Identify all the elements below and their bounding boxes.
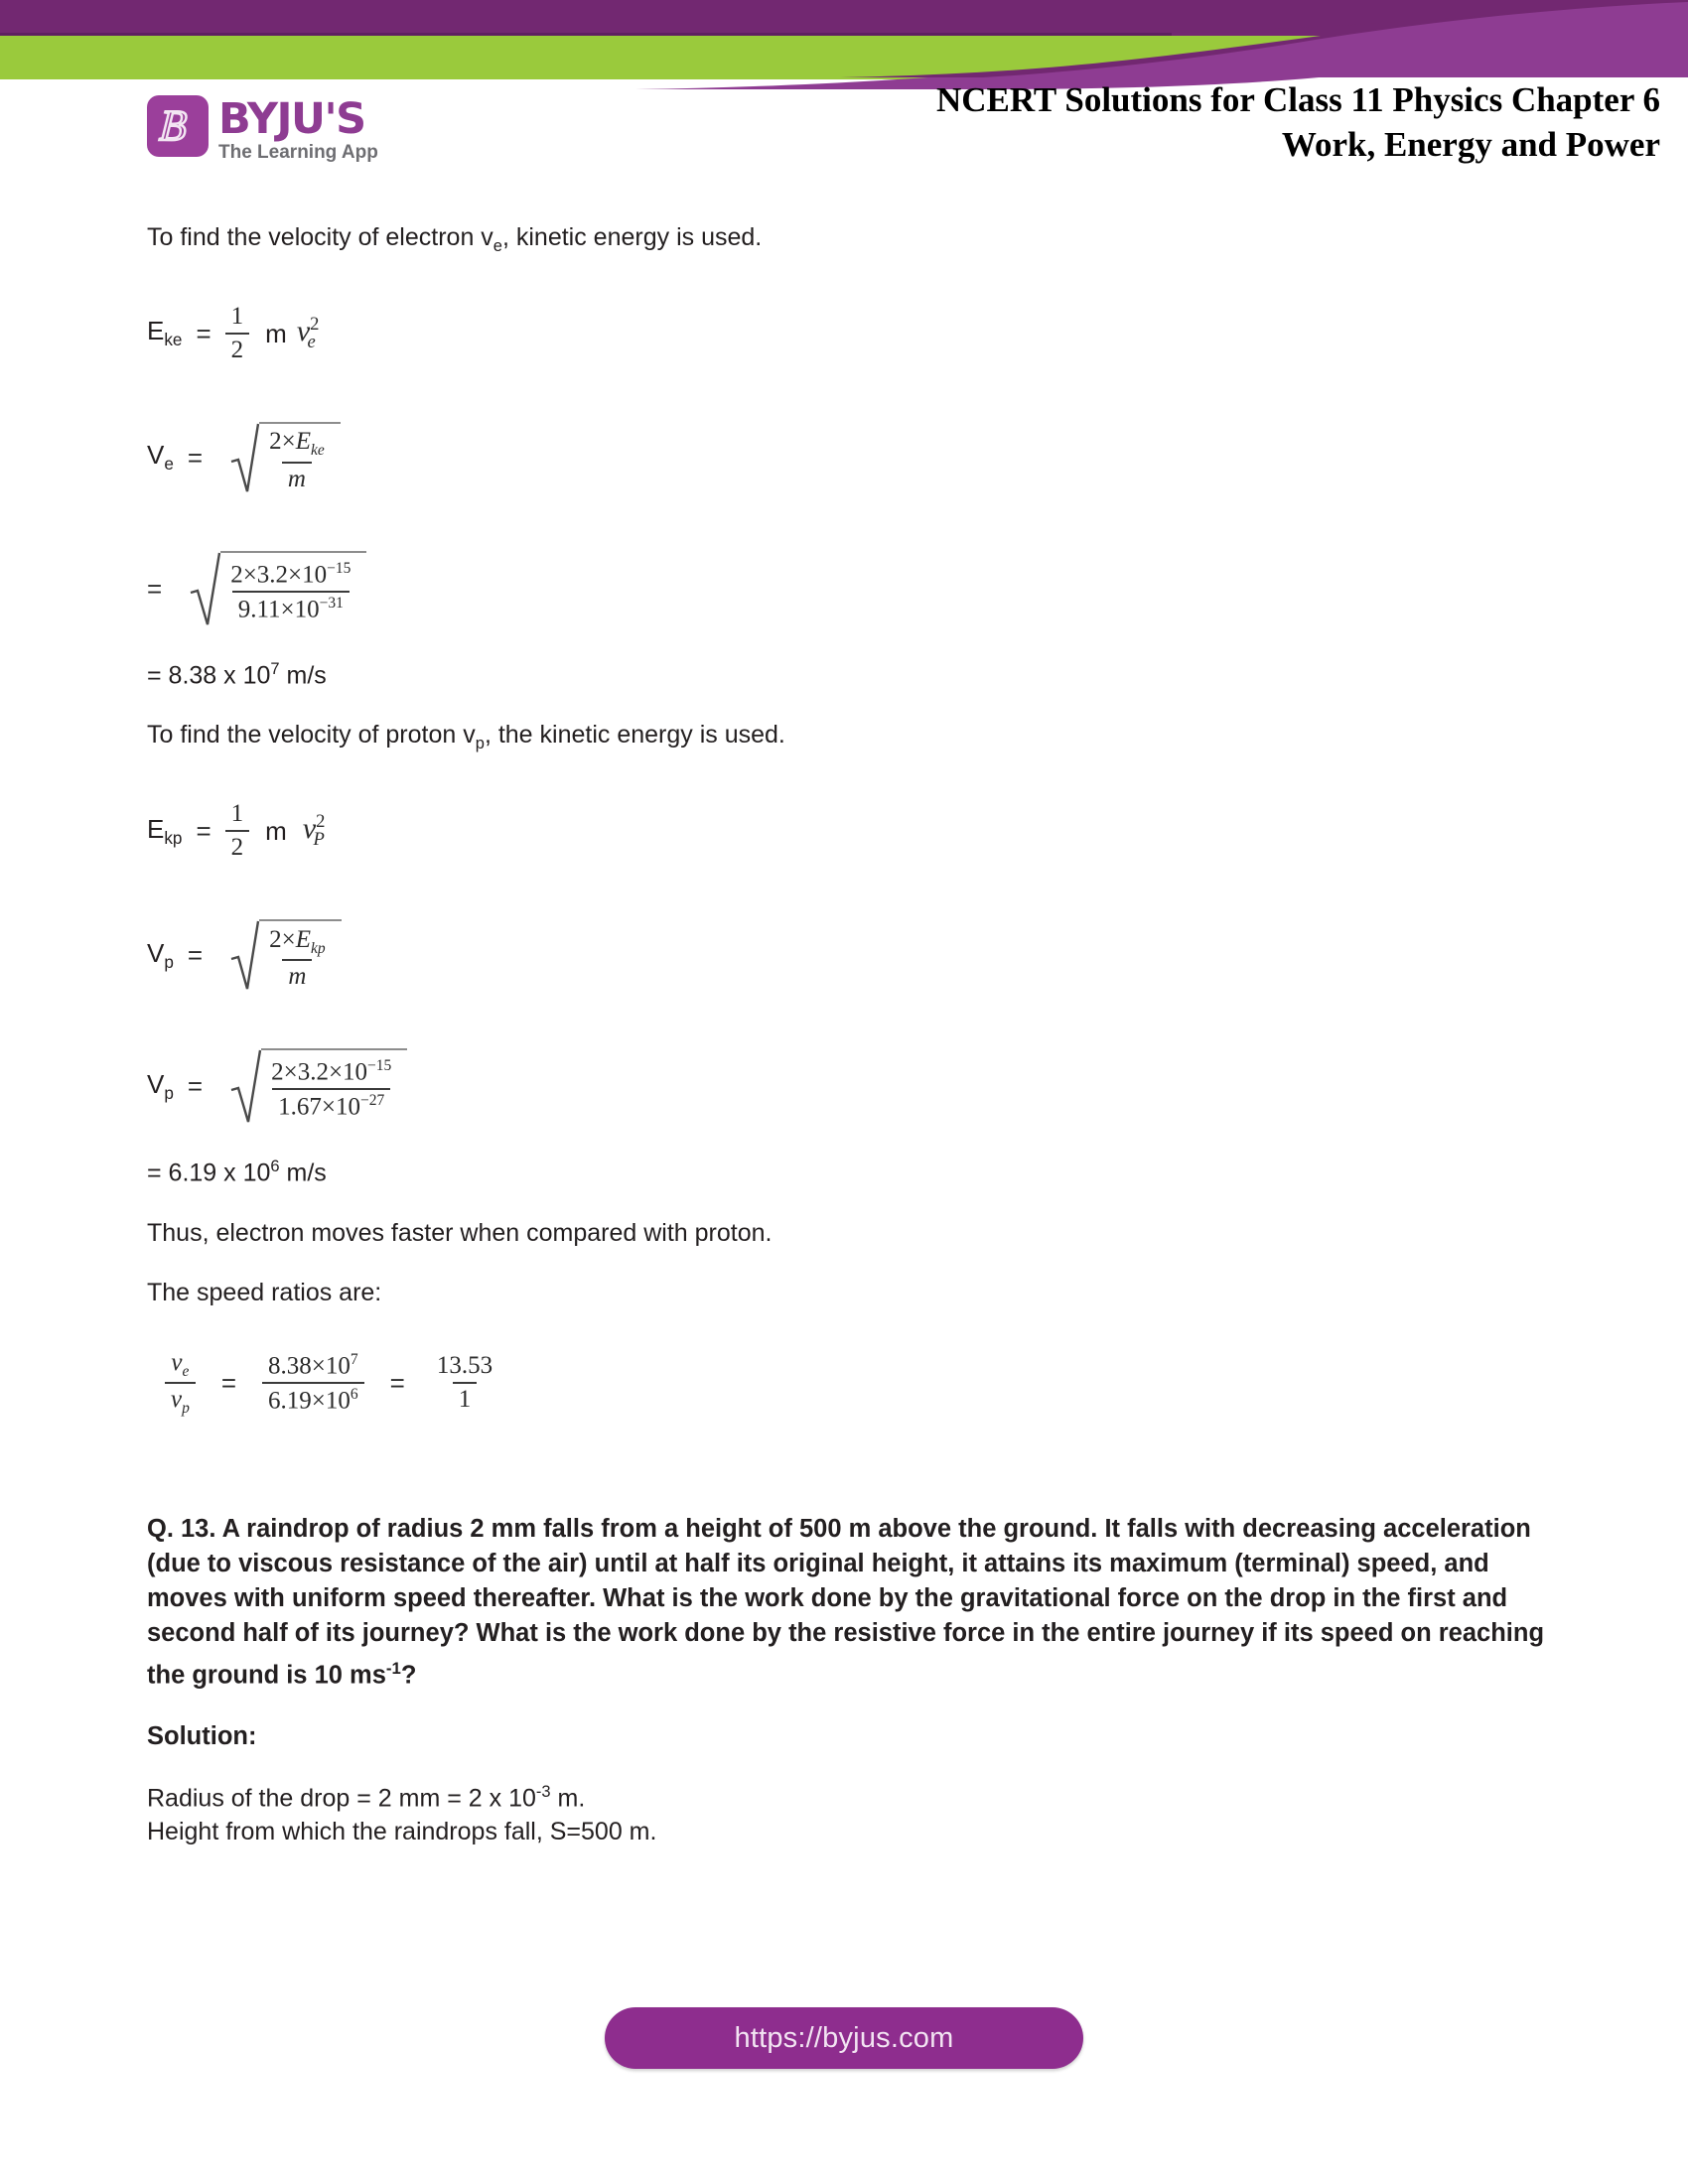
eke-v-sup: 2 [310, 314, 320, 335]
ve-num-E: E [295, 428, 311, 456]
byjus-url-label: https://byjus.com [734, 2021, 954, 2054]
r2: e [182, 1362, 190, 1380]
ve-fraction-num [263, 428, 331, 461]
solution-line-1 [147, 1775, 1557, 1815]
p4: × [328, 1058, 344, 1086]
ve-num-E-sub: ke [310, 442, 325, 460]
r3: v [171, 1386, 183, 1414]
p3: 3.2 [297, 1058, 329, 1086]
header-bands-svg [0, 0, 1688, 89]
result-vp-unit: m/s [279, 1159, 327, 1187]
byjus-url-button[interactable] [605, 2007, 1083, 2069]
eke-half-den: 2 [225, 333, 250, 364]
ratio-lhs-num [165, 1349, 195, 1382]
eke-velocity [296, 314, 320, 353]
ekp-velocity [303, 811, 325, 851]
ve-numeric-radicand [220, 551, 366, 626]
solution-line-1-sup: -3 [535, 1782, 551, 1801]
n6: −15 [327, 559, 352, 577]
question-13-sup: -1 [385, 1659, 401, 1679]
ekp-E: E [147, 813, 165, 844]
d4: −31 [319, 595, 344, 612]
equation-vp-numeric [147, 1048, 1557, 1124]
page-title-line-1: NCERT Solutions for Class 11 Physics Chapter 6 [935, 80, 1660, 119]
vp-sub: p [164, 951, 174, 972]
electron-intro-a: To find the velocity of electron v [147, 223, 493, 251]
result-ve-unit: m/s [279, 661, 327, 690]
m8: 6 [350, 1386, 358, 1404]
equation-speed-ratio [165, 1349, 1557, 1418]
vp-V: V [147, 937, 165, 968]
vp2-sub: p [164, 1082, 174, 1103]
solution-heading: Solution: [147, 1721, 257, 1750]
ratio-lhs-den [165, 1382, 196, 1417]
ve-num-2: 2 [269, 428, 282, 456]
proton-intro-a: To find the velocity of proton v [147, 721, 476, 750]
r4: p [182, 1400, 190, 1418]
n2: × [242, 561, 257, 588]
ratio-equals-1: = [220, 1367, 237, 1398]
ve-fraction-den: m [282, 462, 312, 493]
byjus-logo [147, 95, 378, 164]
n5: 10 [302, 561, 328, 588]
ratio-right-den: 1 [453, 1382, 478, 1414]
result-vp [147, 1150, 1557, 1189]
ve-fraction [263, 428, 331, 492]
n1: 2 [230, 561, 243, 588]
ratio-right-num: 13.53 [436, 1352, 493, 1380]
ekp-mass: m [265, 815, 287, 846]
radical-sign-icon [230, 422, 260, 493]
d3: 10 [294, 596, 320, 623]
logo-b-letter: B [158, 101, 189, 150]
ve-numeric-radical [190, 551, 366, 626]
document-body [147, 220, 1557, 1848]
vp-equals: = [187, 939, 204, 970]
logo-text-group [218, 94, 378, 164]
ve-equals: = [187, 442, 204, 473]
logo-wordmark: BYJU'S [218, 94, 365, 144]
result-ve-text: = 8.38 x 10 [147, 661, 271, 690]
radical-sign-icon [230, 1048, 262, 1124]
ve-numeric-num [224, 560, 356, 591]
ekp-half-num: 1 [230, 800, 244, 828]
eke-equals: = [196, 318, 211, 348]
byjus-logo-mark-icon [147, 95, 209, 157]
equation-ve [147, 422, 1557, 493]
q3: 10 [335, 1093, 360, 1121]
solution-line-2: Height from which the raindrops fall, S=500 m. [147, 1818, 657, 1846]
d2: × [280, 596, 295, 623]
proton-intro-paragraph [147, 718, 1557, 760]
vp-fraction-num [263, 926, 332, 959]
ve-V: V [147, 440, 165, 471]
electron-intro-paragraph [147, 220, 1557, 263]
ve-sub: e [164, 454, 174, 475]
m7: 10 [325, 1387, 351, 1415]
ekp-half-den: 2 [225, 830, 250, 862]
vp-radicand [259, 919, 342, 991]
q1: 1.67 [278, 1093, 322, 1121]
vp-radical [230, 919, 342, 991]
ratio-intro-paragraph: The speed ratios are: [147, 1278, 382, 1306]
m3: 10 [325, 1352, 351, 1380]
q4: −27 [359, 1092, 385, 1110]
eke-half-num: 1 [230, 303, 244, 330]
ve-numeric-fraction [224, 560, 356, 624]
header-decoration [0, 0, 1688, 89]
proton-intro-sub: p [475, 735, 485, 753]
vp-num-E-sub: kp [310, 939, 326, 957]
vp2-label [147, 1069, 174, 1104]
ekp-v-sub: P [313, 829, 325, 851]
m6: × [311, 1387, 326, 1415]
logo-tagline: The Learning App [218, 142, 378, 163]
ratio-mid-fraction [262, 1351, 364, 1416]
m2: × [311, 1352, 326, 1380]
vp-num-E: E [295, 925, 311, 953]
n4: × [288, 561, 303, 588]
eke-half-fraction [225, 303, 250, 364]
question-13-tail: ? [400, 1661, 417, 1690]
vp2-radical [230, 1048, 407, 1124]
eke-E: E [147, 316, 165, 346]
vp-fraction [263, 926, 332, 991]
solution-line-1-a: Radius of the drop = 2 mm = 2 x 10 [147, 1784, 536, 1813]
ratio-mid-num [262, 1351, 364, 1382]
ekp-equals: = [196, 815, 211, 846]
m4: 7 [350, 1350, 358, 1368]
n3: 3.2 [256, 561, 289, 588]
ratio-mid-den [262, 1382, 364, 1415]
page-title [767, 77, 1660, 167]
equation-vp [147, 919, 1557, 991]
eke-label [147, 316, 182, 350]
vp-fraction-den: m [282, 959, 312, 991]
ve-numeric-den [232, 591, 350, 623]
ve-num-times: × [281, 428, 296, 456]
eke-mass: m [265, 318, 287, 348]
ekp-label [147, 814, 182, 849]
result-vp-text: = 6.19 x 10 [147, 1159, 271, 1187]
header-separator-line [0, 33, 1172, 36]
ratio-lhs-fraction [165, 1349, 196, 1418]
vp2-fraction [265, 1057, 397, 1122]
vp2-V: V [147, 1068, 165, 1099]
q2: × [321, 1093, 336, 1121]
p2: × [283, 1058, 298, 1086]
vp2-num [265, 1057, 397, 1088]
vp2-equals: = [187, 1070, 204, 1101]
electron-intro-b: , kinetic energy is used. [501, 223, 763, 251]
vp2-radicand [261, 1048, 407, 1124]
equation-ve-numeric [147, 551, 1557, 626]
ekp-v-sup: 2 [316, 811, 326, 833]
ve-radical [230, 422, 341, 493]
vp-label [147, 938, 174, 973]
vp2-den [272, 1088, 390, 1121]
question-13-text: Q. 13. A raindrop of radius 2 mm falls from a height of 500 m above the ground. It falls with decreasing acceleration (due to viscous resistance of the air) until at half its original height, it attains its maximum (terminal) speed, and moves with uniform speed thereafter. What is the work done by the gravitational force on the drop in the first and second half of its journey? What is the work done by the resistive force in the entire journey if its speed on reaching the ground is 10 ms [147, 1515, 1545, 1690]
ratio-right-fraction [431, 1352, 498, 1414]
eke-v-sub: e [307, 332, 316, 352]
m1: 8.38 [268, 1352, 312, 1380]
eke-sub: ke [164, 330, 183, 350]
eke-v: v [296, 315, 311, 347]
ekp-half-fraction [225, 800, 250, 862]
m5: 6.19 [268, 1387, 312, 1415]
p1: 2 [271, 1058, 284, 1086]
equation-ekp [147, 800, 1557, 862]
ve-numeric-equals: = [147, 573, 163, 604]
question-13 [147, 1512, 1557, 1694]
equation-eke [147, 303, 1557, 364]
p6: −15 [367, 1057, 392, 1074]
d1: 9.11 [237, 596, 281, 623]
electron-intro-sub: e [492, 237, 502, 255]
p5: 10 [343, 1058, 368, 1086]
solution-line-1-b: m. [550, 1784, 586, 1813]
vp-num-2: 2 [269, 925, 282, 953]
result-ve [147, 652, 1557, 692]
ekp-v: v [302, 812, 317, 846]
ekp-sub: kp [164, 827, 183, 848]
result-ve-exp: 7 [270, 660, 280, 678]
page-title-line-2: Work, Energy and Power [1281, 125, 1660, 164]
radical-sign-icon [230, 919, 260, 991]
r1: v [171, 1348, 183, 1376]
ve-label [147, 440, 174, 475]
vp-num-times: × [281, 925, 296, 953]
conclusion-paragraph: Thus, electron moves faster when compared with proton. [147, 1218, 773, 1247]
ratio-equals-2: = [389, 1367, 405, 1398]
radical-sign-icon [190, 551, 221, 626]
proton-intro-b: , the kinetic energy is used. [484, 721, 785, 750]
ve-radicand [259, 422, 341, 493]
result-vp-exp: 6 [270, 1158, 280, 1176]
